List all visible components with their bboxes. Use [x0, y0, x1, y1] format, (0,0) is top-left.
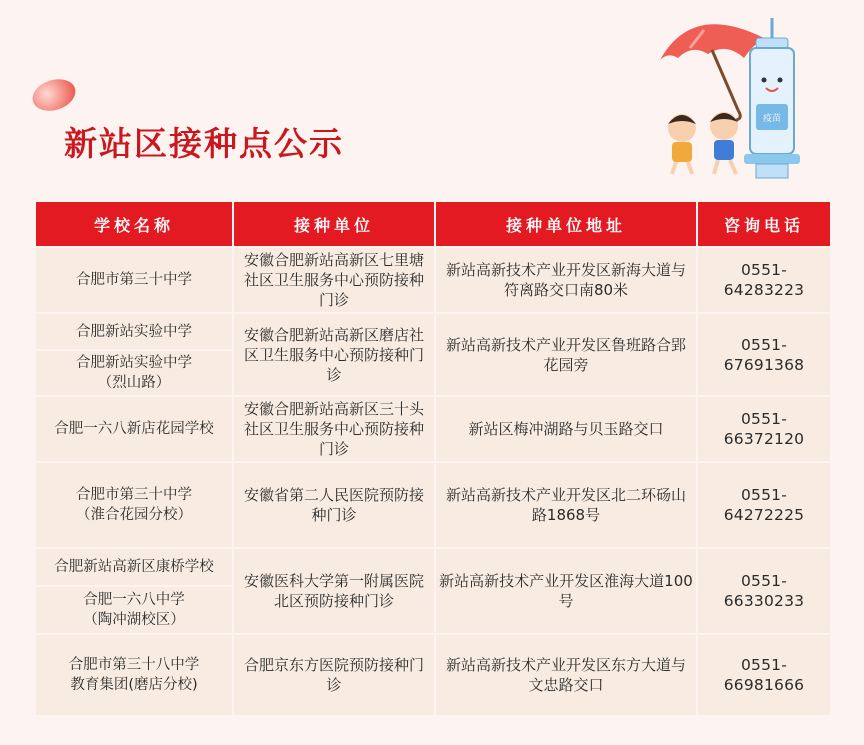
school-name: 合肥市第三十中学 （淮合花园分校） — [35, 462, 233, 548]
unit-address: 新站高新技术产业开发区鲁班路合郢花园旁 — [435, 313, 697, 396]
phone-number: 0551-64272225 — [697, 462, 831, 548]
unit-address: 新站高新技术产业开发区北二环砀山路1868号 — [435, 462, 697, 548]
unit-address: 新站区梅冲湖路与贝玉路交口 — [435, 396, 697, 462]
school-name: 合肥市第三十中学 — [35, 247, 233, 313]
vaccine-illustration — [652, 8, 832, 188]
unit-address: 新站高新技术产业开发区东方大道与文忠路交口 — [435, 634, 697, 716]
phone-number: 0551-66330233 — [697, 548, 831, 634]
header-unit: 接种单位 — [233, 201, 435, 247]
school-name: 合肥新站实验中学 （烈山路） — [35, 350, 233, 396]
school-name: 合肥一六八新店花园学校 — [35, 396, 233, 462]
phone-number: 0551-66372120 — [697, 396, 831, 462]
phone-number: 0551-66981666 — [697, 634, 831, 716]
header-phone: 咨询电话 — [697, 201, 831, 247]
unit-name: 安徽合肥新站高新区七里塘社区卫生服务中心预防接种门诊 — [233, 247, 435, 313]
table-row — [35, 247, 831, 313]
decorative-blob — [28, 74, 79, 116]
school-name: 合肥市第三十八中学 教育集团(磨店分校) — [35, 634, 233, 716]
unit-name: 安徽省第二人民医院预防接种门诊 — [233, 462, 435, 548]
school-name: 合肥新站实验中学 — [35, 313, 233, 350]
table-row — [35, 462, 831, 548]
unit-address: 新站高新技术产业开发区淮海大道100号 — [435, 548, 697, 634]
unit-name: 安徽合肥新站高新区三十头社区卫生服务中心预防接种门诊 — [233, 396, 435, 462]
table-row — [35, 548, 831, 586]
table-row — [35, 313, 831, 350]
header-school: 学校名称 — [35, 201, 233, 247]
svg-text:疫苗: 疫苗 — [762, 114, 782, 124]
unit-name: 安徽合肥新站高新区磨店社区卫生服务中心预防接种门诊 — [233, 313, 435, 396]
table-row — [35, 634, 831, 716]
header-address: 接种单位地址 — [435, 201, 697, 247]
school-name: 合肥新站高新区康桥学校 — [35, 548, 233, 586]
table-header-row — [35, 201, 831, 247]
unit-name: 安徽医科大学第一附属医院北区预防接种门诊 — [233, 548, 435, 634]
unit-name: 合肥京东方医院预防接种门诊 — [233, 634, 435, 716]
table-row — [35, 396, 831, 462]
unit-address: 新站高新技术产业开发区新海大道与符离路交口南80米 — [435, 247, 697, 313]
vaccination-table — [34, 200, 832, 717]
phone-number: 0551-64283223 — [697, 247, 831, 313]
school-name: 合肥一六八中学 （陶冲湖校区） — [35, 586, 233, 634]
umbrella-icon — [660, 24, 764, 120]
page-title: 新站区接种点公示 — [64, 124, 344, 163]
children-icon — [668, 112, 738, 174]
phone-number: 0551-67691368 — [697, 313, 831, 396]
